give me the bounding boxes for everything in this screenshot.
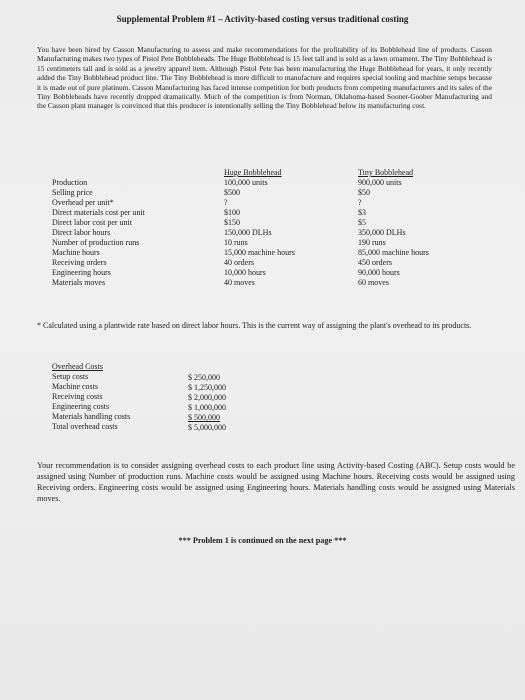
table-cell: $150 [224,218,240,227]
column-header-tiny: Tiny Bobblehead [358,168,414,177]
continued-notice: *** Problem 1 is continued on the next page *** [178,536,347,545]
table-cell: 40 moves [224,278,255,287]
overhead-label: Setup costs [52,372,89,381]
row-label: Receiving orders [52,258,107,267]
table-cell: 40 orders [224,258,254,267]
overhead-label: Materials handling costs [52,412,131,421]
overhead-header: Overhead Costs [52,362,103,371]
table-cell: 900,000 units [358,178,402,187]
recommendation-paragraph: Your recommendation is to consider assigning overhead costs to each product line using Activity-based Costing (ABC). Setup costs would be assigned using Number of production runs. Machine costs would be assigned using Machine hours. Receiving costs would be assigned using Receiving orders. Engineering costs would be assigned using Engineering hours. Materials handling costs would be assigned using Materials moves. [37,461,515,503]
overhead-label: Receiving costs [52,392,103,401]
table-cell: $500 [224,188,240,197]
overhead-label: Machine costs [52,382,98,391]
table-cell: $100 [224,208,240,217]
table-cell: 90,000 hours [358,268,400,277]
table-cell: $5 [358,218,366,227]
row-label: Selling price [52,188,93,197]
tiny-bobblehead-column [358,168,429,288]
row-label: Direct materials cost per unit [52,208,145,217]
table-cell: 10,000 hours [224,268,266,277]
overhead-total-value: $ 5,000,000 [188,423,226,432]
table-cell: 190 runs [358,238,386,247]
table-cell: 350,000 DLHs [358,228,406,237]
overhead-value: $ 500,000 [188,413,220,422]
table-cell: ? [224,198,228,207]
row-label: Direct labor hours [52,228,111,237]
row-label: Overhead per unit* [52,198,114,207]
huge-bobblehead-column [224,168,295,288]
table-cell: 10 runs [224,238,248,247]
row-label: Machine hours [52,248,100,257]
row-label: Engineering hours [52,268,111,277]
column-header-huge: Huge Bobblehead [224,168,282,177]
table-cell: 85,000 machine hours [358,248,429,257]
table-cell: 100,000 units [224,178,268,187]
overhead-label: Total overhead costs [52,422,118,431]
row-label: Number of production runs [52,238,140,247]
page-title: Supplemental Problem #1 – Activity-based costing versus traditional costing [116,14,409,24]
table-cell: 15,000 machine hours [224,248,295,257]
table-cell: $3 [358,208,366,217]
table-cell: $50 [358,188,370,197]
table-cell: 60 moves [358,278,389,287]
overhead-value: $ 250,000 [188,373,220,382]
overhead-label: Engineering costs [52,402,110,411]
row-label: Direct labor cost per unit [52,218,132,227]
intro-paragraph: You have been hired by Casson Manufacturing to assess and make recommendations for the profitability of its Bobblehead line of products. Casson Manufacturing makes two types of Pistol Pete Bobbleheads. The Huge Bobblehead is 15 feet tall and is sold as a lawn ornament. The Tiny Bobblehead is 15 centimeters tall and is sold as a jewelry apparel item. Although Pistol Pete has been manufacturing the Huge Bobblehead for years, it only recently added the Tiny Bobblehead product line. The Tiny Bobblehead is more difficult to manufacture and requires special tooling and machine setups because it is made out of pure platinum. Casson Manufacturing has faced intense competition for both products from competing manufacturers and its sales of the Tiny Bobbleheads have recently dropped dramatically. Much of the competition is from Norman, Oklahoma-based Sooner-Goober Manufacturing and the Casson plant manager is convinced that this producer is intentionally selling the Tiny Bobblehead below its manufacturing cost. [37,45,492,111]
table-cell: ? [358,198,362,207]
overhead-values [188,373,226,433]
overhead-value: $ 2,000,000 [188,393,226,402]
table-cell: 150,000 DLHs [224,228,272,237]
overhead-value: $ 1,250,000 [188,383,226,392]
row-label: Materials moves [52,278,106,287]
footnote: * Calculated using a plantwide rate based on direct labor hours. This is the current way of assigning the plant's overhead to its products. [37,321,472,330]
table-cell: 450 orders [358,258,392,267]
table-row-labels [52,178,145,288]
row-label: Production [52,178,88,187]
overhead-value: $ 1,000,000 [188,403,226,412]
overhead-labels [52,362,130,432]
